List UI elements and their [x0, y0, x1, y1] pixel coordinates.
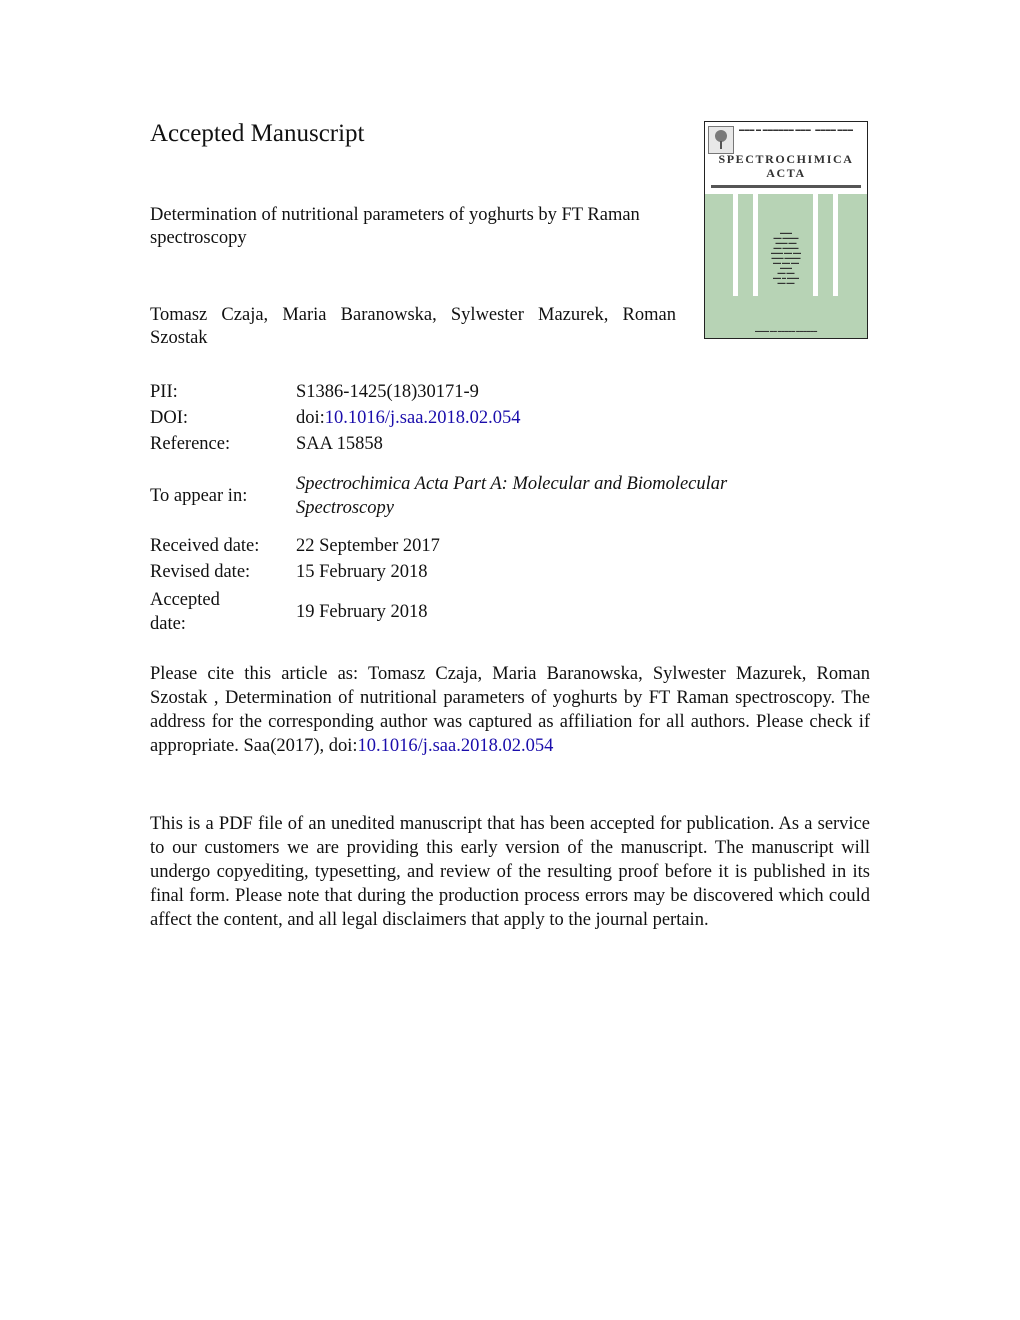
doi-link[interactable]: 10.1016/j.saa.2018.02.054	[324, 408, 521, 428]
cover-volume-line: ▬▬▬ ▬ ▬▬▬▬▬▬ ▬▬▬ ▬▬▬▬ ▬▬▬	[739, 128, 854, 133]
cover-footer-text: ▬▬▬▬ ▬▬ ▬▬▬▬▬ ▬▬▬▬▬▬	[754, 329, 818, 333]
cover-stripe	[833, 194, 838, 296]
publisher-logo-icon	[708, 126, 734, 154]
article-authors: Tomasz Czaja, Maria Baranowska, Sylwester Mazurek, Roman Szostak	[150, 305, 676, 348]
citation-paragraph: Please cite this article as: Tomasz Czaja, Maria Baranowska, Sylwester Mazurek, Roman Szostak , Determination of nutritional parameters of yoghurts by FT Raman spectroscopy. The address for the corresponding author was captured as affiliation for all authors. Please check if appropriate. Saa(2017), doi:10.1016/j.saa.2018.02.054	[150, 664, 870, 756]
cover-subtitle-band	[711, 185, 861, 188]
cover-journal-name: SPECTROCHIMICA ACTA	[718, 152, 854, 180]
cover-editors-text: ▬▬▬ ▬▬ ▬▬▬▬ ▬▬▬ ▬▬ ▬▬ ▬▬▬▬ ▬▬▬ ▬▬ ▬▬ ▬▬▬ ▬▬▬▬ ▬▬ ▬▬ ▬▬ ▬▬▬ ▬▬ ▬▬ ▬▬ ▬ ▬▬▬ ▬▬ ▬▬	[771, 230, 801, 285]
page-heading: Accepted Manuscript	[150, 120, 365, 147]
article-title: Determination of nutritional parameters of yoghurts by FT Raman spectroscopy	[150, 205, 640, 248]
cover-stripe	[733, 194, 738, 296]
manuscript-notice: This is a PDF file of an unedited manuscript that has been accepted for publication. As a service to our customers we are providing this early version of the manuscript. The manuscript will undergo copyediting, typesetting, and review of the resulting proof before it is published in its final form. Please note that during the production process errors may be discovered which could affect the content, and all legal disclaimers that apply to the journal pertain.	[150, 814, 870, 930]
journal-cover-thumbnail	[704, 121, 868, 339]
citation-doi-link[interactable]: 10.1016/j.saa.2018.02.054	[357, 736, 554, 756]
